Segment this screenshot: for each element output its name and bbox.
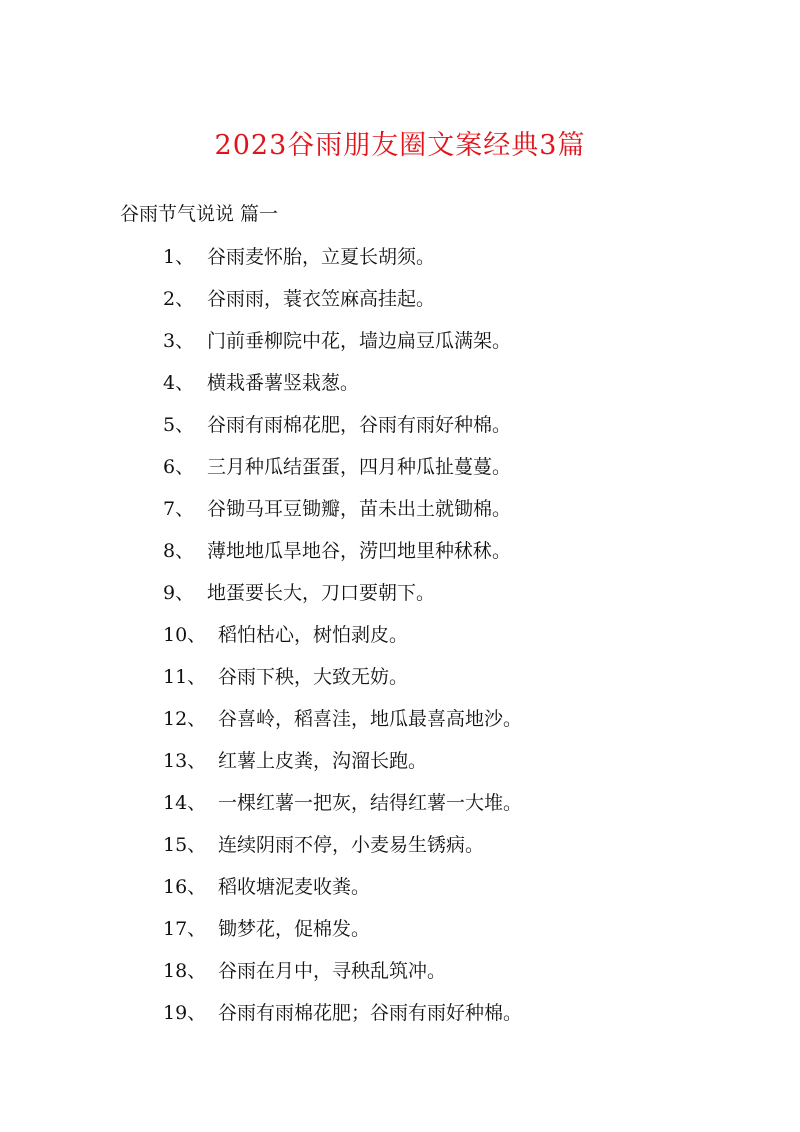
item-text: 谷雨雨，蓑衣笠麻高挂起。 [207,288,436,310]
item-text: 谷雨在月中，寻秧乱筑冲。 [218,960,447,982]
item-number: 16、 [163,876,207,898]
list-item [0,533,800,575]
list-item [0,743,800,785]
item-number: 6、 [163,456,195,478]
list-item [0,323,800,365]
list-item [0,869,800,911]
document-title: 2023谷雨朋友圈文案经典3篇 [214,130,586,161]
item-text: 谷锄马耳豆锄瓣，苗未出土就锄棉。 [207,498,512,520]
item-number: 11、 [163,666,207,688]
item-text: 薄地地瓜旱地谷，涝凹地里种秫秫。 [207,540,512,562]
item-text: 稻怕枯心，树怕剥皮。 [218,624,409,646]
item-text: 连续阴雨不停，小麦易生锈病。 [218,834,485,856]
item-number: 14、 [163,792,207,814]
list-item [0,281,800,323]
item-text: 横栽番薯竖栽葱。 [207,372,360,394]
item-number: 13、 [163,750,207,772]
item-text: 一棵红薯一把灰，结得红薯一大堆。 [218,792,523,814]
list-item [0,659,800,701]
item-number: 9、 [163,582,195,604]
item-number: 3、 [163,330,195,352]
list-item [0,449,800,491]
item-number: 10、 [163,624,207,646]
list-item [0,995,800,1037]
item-number: 17、 [163,918,207,940]
list-item [0,407,800,449]
item-text: 谷雨有雨棉花肥，谷雨有雨好种棉。 [207,414,512,436]
item-number: 1、 [163,246,195,268]
item-text: 谷雨下秧，大致无妨。 [218,666,409,688]
list-item [0,491,800,533]
list-item [0,575,800,617]
list-item [0,953,800,995]
item-number: 19、 [163,1002,207,1024]
item-number: 18、 [163,960,207,982]
item-text: 稻收塘泥麦收粪。 [218,876,371,898]
list-item [0,239,800,281]
item-text: 地蛋要长大，刀口要朝下。 [207,582,436,604]
list-item [0,617,800,659]
item-text: 门前垂柳院中花，墙边扁豆瓜满架。 [207,330,512,352]
list-item [0,827,800,869]
item-number: 8、 [163,540,195,562]
item-number: 12、 [163,708,207,730]
list-item [0,785,800,827]
proverb-list [0,239,800,1037]
item-text: 谷雨麦怀胎，立夏长胡须。 [207,246,436,268]
item-text: 红薯上皮粪，沟溜长跑。 [218,750,428,772]
list-item [0,701,800,743]
item-number: 4、 [163,372,195,394]
item-text: 谷喜岭，稻喜洼，地瓜最喜高地沙。 [218,708,523,730]
item-number: 5、 [163,414,195,436]
list-item [0,365,800,407]
list-item [0,911,800,953]
item-number: 7、 [163,498,195,520]
item-text: 三月种瓜结蛋蛋，四月种瓜扯蔓蔓。 [207,456,512,478]
item-number: 15、 [163,834,207,856]
item-text: 谷雨有雨棉花肥；谷雨有雨好种棉。 [218,1002,523,1024]
section-heading: 谷雨节气说说 篇一 [120,203,279,225]
item-number: 2、 [163,288,195,310]
item-text: 锄梦花，促棉发。 [218,918,371,940]
